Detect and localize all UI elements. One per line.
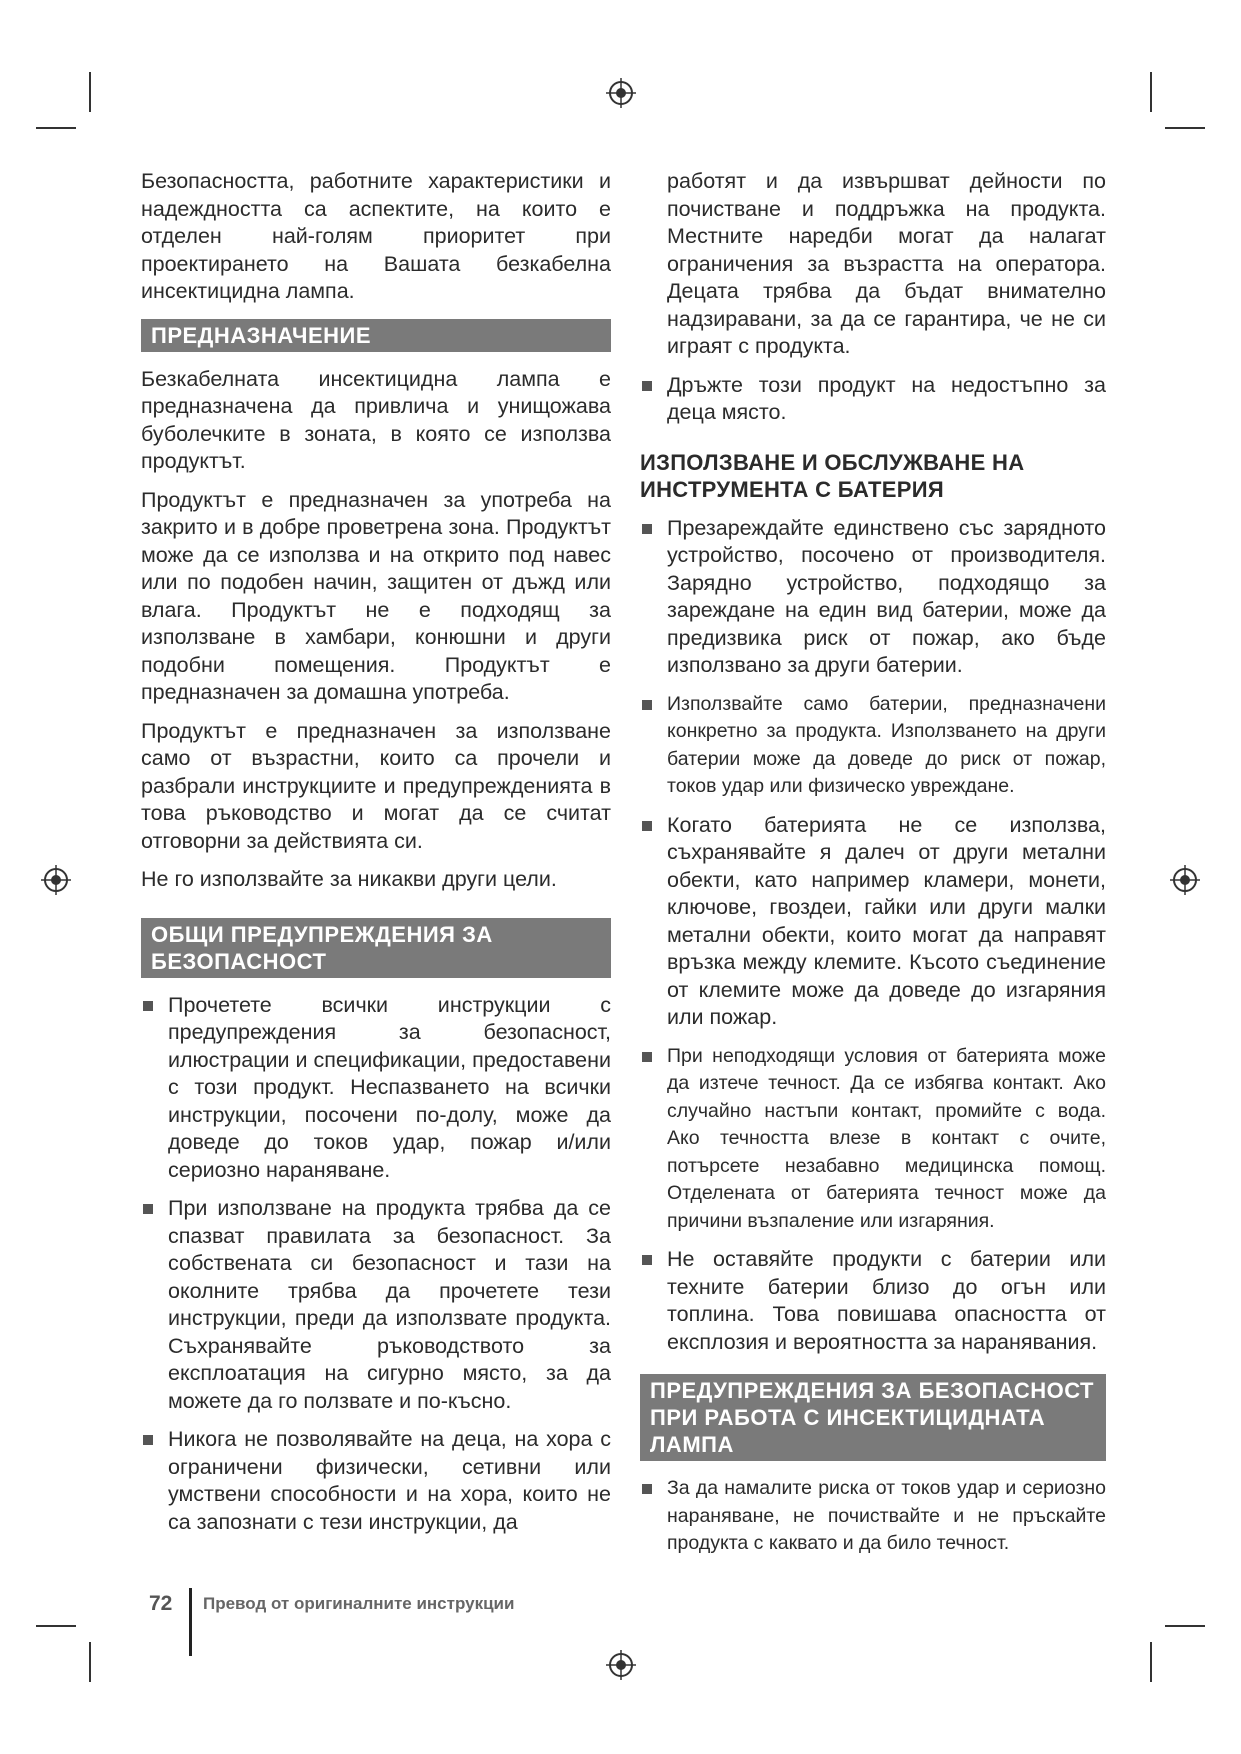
crop-mark [1150, 72, 1152, 112]
crop-mark [1150, 1642, 1152, 1682]
registration-mark-icon [41, 865, 71, 895]
heading-line: ПРИ РАБОТА С ИНСЕКТИЦИДНАТА [650, 1405, 1046, 1430]
bullet-square-icon [642, 524, 652, 534]
bullet-square-icon [143, 1204, 153, 1214]
right-column [640, 168, 1106, 1569]
list-item [141, 1426, 611, 1536]
heading-line: ЛАМПА [650, 1432, 734, 1457]
list-item-text: При използване на продукта трябва да се спазват правилата за безопасност. За собствената си безопасност и тази на околните трябва да прочетете тези инструкции, преди да използвате продукта. Съхранявайте ръководството за експлоатация на сигурно място, за да можете да го ползвате и по-късно. [168, 1196, 611, 1413]
registration-mark-icon [606, 1650, 636, 1680]
list-item-text: Прочетете всички инструкции с предупреждения за безопасност, илюстрации и спецификации, предоставени с този продукт. Неспазването на всички инструкции, посочени по-долу, може да доведе до токов удар, пожар и/или сериозно нараняване. [168, 992, 611, 1182]
list-item [141, 1195, 611, 1415]
list-item-text: Презареждайте единствено със зарядното устройство, посочено от производителя. Зарядно устройство, подходящо за зареждане на един вид батерии, може да предизвика риск от пожар, ако бъде използвано за други батерии. [667, 515, 1106, 677]
left-column [141, 168, 611, 1547]
section-heading-general-safety [141, 918, 611, 978]
section-heading-lamp-safety [640, 1374, 1106, 1461]
bullet-square-icon [642, 1255, 652, 1265]
purpose-paragraph: Продуктът е предназначен за използване само от възрастни, които са прочели и разбрали инструкциите и предупрежденията в това ръководство и могат да се считат отговорни за действията си. [141, 718, 611, 853]
lamp-safety-list [640, 1475, 1106, 1558]
list-item-text: При неподходящи условия от батерията може да изтече течност. Да се избягва контакт. Ако случайно настъпи контакт, промийте с вода. Ако течността влезе в контакт с очите, потърсете незабавно медицинска помощ. Отделената от батерията течност може да причини възпаление или изгаряния. [667, 1044, 1106, 1232]
heading-line: БЕЗОПАСНОСТ [151, 948, 327, 974]
list-item [141, 992, 611, 1185]
purpose-paragraph: Не го използвайте за никакви други цели. [141, 867, 557, 891]
crop-mark [89, 72, 91, 112]
list-item-text: Когато батерията не се използва, съхранявайте я далеч от други метални обекти, като например кламери, монети, ключове, гвоздеи, гайки или други малки метални обекти, които могат да направят връзка между клемите. Късото съединение от клемите може да доведе до изгаряния или пожар. [667, 812, 1106, 1029]
list-item-text: Използвайте само батерии, предназначени конкретно за продукта. Използването на други батерии може да доведе до риск от пожар, токов удар или физическо увреждане. [667, 692, 1106, 797]
bullet-square-icon [642, 1484, 652, 1494]
list-item-text: За да намалите риска от токов удар и сериозно нараняване, не почиствайте и не пръскайте продукта с каквато и да било течност. [667, 1477, 1106, 1554]
list-item [640, 691, 1106, 801]
list-item-text: Никога не позволявайте на деца, на хора с ограничени физически, сетивни или умствени способности и на хора, които не са запознати с тези инструкции, да [168, 1427, 611, 1534]
list-item-text: Не оставяйте продукти с батерии или техните батерии близо до огън или топлина. Това повишава опасността от експлозия и вероятността за наранявания. [667, 1247, 1106, 1354]
crop-mark [36, 1625, 76, 1627]
registration-mark-icon [606, 78, 636, 108]
list-item [640, 515, 1106, 680]
list-item [640, 372, 1106, 427]
footer-divider [189, 1588, 192, 1656]
heading-line: ИНСТРУМЕНТА С БАТЕРИЯ [640, 476, 944, 502]
bullet-square-icon [642, 1052, 652, 1062]
heading-line: ОБЩИ ПРЕДУПРЕЖДЕНИЯ ЗА [151, 921, 493, 947]
section-heading-purpose: ПРЕДНАЗНАЧЕНИЕ [141, 319, 611, 352]
list-item [640, 812, 1106, 1032]
bullet-square-icon [642, 821, 652, 831]
purpose-paragraph: Безкабелната инсектицидна лампа е предназначена да привлича и унищожава буболечките в зоната, в която се използва продуктът. [141, 366, 611, 473]
crop-mark [89, 1642, 91, 1682]
heading-line: ПРЕДУПРЕЖДЕНИЯ ЗА БЕЗОПАСНОСТ [650, 1378, 1094, 1403]
battery-list [640, 515, 1106, 1357]
general-safety-list-continued [640, 372, 1106, 427]
bullet-square-icon [642, 381, 652, 391]
list-item-text: Дръжте този продукт на недостъпно за деца място. [667, 372, 1106, 424]
footer-caption: Превод от оригиналните инструкции [203, 1594, 515, 1613]
list-item [640, 1246, 1106, 1356]
continuation-paragraph: работят и да извършват дейности по почистване и поддръжка на продукта. Местните наредби могат да налагат ограничения за възрастта на оператора. Децата трябва да бъдат внимателно надзиравани, за да се гарантира, че не си играят с продукта. [667, 169, 1106, 358]
crop-mark [36, 127, 76, 129]
list-item [640, 1475, 1106, 1558]
list-item [640, 1043, 1106, 1236]
page-number: 72 [149, 1592, 173, 1615]
general-safety-list [141, 992, 611, 1537]
registration-mark-icon [1170, 865, 1200, 895]
purpose-paragraph: Продуктът е предназначен за употреба на закрито и в добре проветрена зона. Продуктът може да се използва и на открито под навес или по подобен начин, защитен от дъжд или влага. Продуктът не е подходящ за използване в хамбари, конюшни и други подобни помещения. Продуктът е предназначен за домашна употреба. [141, 487, 611, 704]
bullet-square-icon [143, 1435, 153, 1445]
crop-mark [1165, 127, 1205, 129]
intro-paragraph: Безопасността, работните характеристики и надеждността са аспектите, на които е отделен най-голям приоритет при проектирането на Вашата безкабелна инсектицидна лампа. [141, 169, 611, 303]
section-heading-battery [640, 449, 1106, 503]
heading-line: ИЗПОЛЗВАНЕ И ОБСЛУЖВАНЕ НА [640, 449, 1025, 475]
crop-mark [1165, 1625, 1205, 1627]
bullet-square-icon [143, 1001, 153, 1011]
bullet-square-icon [642, 700, 652, 710]
